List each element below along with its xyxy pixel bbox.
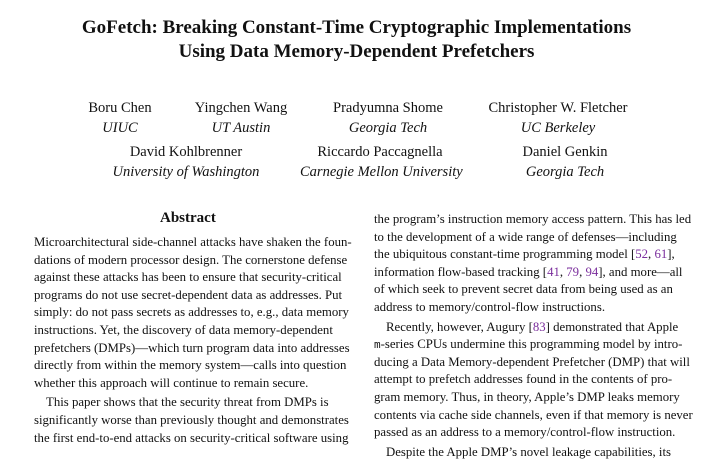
abstract-line: the first end-to-end attacks on security-critical software using: [34, 430, 349, 445]
body-line: ducing a Data Memory-dependent Prefetcher (DMP) that will: [374, 354, 690, 369]
abstract-line: significantly worse than previously thought and demonstrates: [34, 412, 349, 427]
body-line: contents via cache side channels, even if that memory is never: [374, 407, 693, 422]
body-line: to the development of a wide range of defenses—including: [374, 229, 677, 244]
abstract-line: against these attacks has been to ensure that security-critical: [34, 270, 342, 285]
author-affiliation: UT Austin: [211, 120, 271, 136]
body-line: address to memory/control-flow instructions.: [374, 299, 606, 314]
author-name: Yingchen Wang: [194, 100, 288, 116]
body-line: the ubiquitous constant-time programming model [52, 61],: [374, 247, 675, 262]
paper-title-line-1: GoFetch: Breaking Constant-Time Cryptographic Implementations: [81, 17, 632, 38]
citation-link[interactable]: 41: [547, 264, 560, 279]
author-block: [82, 98, 158, 138]
author-block: [326, 98, 450, 138]
body-line: the program’s instruction memory access pattern. This has led: [374, 212, 692, 226]
citation-link[interactable]: 94: [585, 264, 599, 279]
body-line: Recently, however, Augury [83] demonstrated that Apple: [386, 319, 679, 334]
body-line: passed as an address to a memory/control-flow instruction.: [374, 425, 676, 440]
author-affiliation: UC Berkeley: [520, 120, 596, 136]
abstract-body: [34, 234, 352, 447]
author-affiliation: Carnegie Mellon University: [300, 164, 463, 180]
abstract-line: whether this approach will continue to remain secure.: [34, 375, 309, 390]
abstract-line: dations of modern processor design. The cornerstone defense: [34, 252, 348, 267]
author-name: Pradyumna Shome: [333, 100, 443, 116]
author-name: Boru Chen: [88, 100, 152, 116]
author-affiliation: Georgia Tech: [525, 164, 605, 180]
citation-link[interactable]: 61: [654, 247, 668, 262]
abstract-line: directly from within the memory system—calls into question: [34, 358, 347, 373]
author-name: Christopher W. Fletcher: [488, 100, 628, 116]
author-block: [480, 98, 636, 138]
author-name: Riccardo Paccagnella: [317, 144, 443, 160]
author-affiliation: UIUC: [102, 120, 138, 136]
abstract-line: simply: do not pass secrets as addresses to, e.g., data memory: [34, 305, 349, 320]
abstract-line: instructions. Yet, the discovery of data memory-dependent: [34, 322, 333, 337]
author-block: [104, 142, 268, 182]
author-block: [300, 142, 463, 182]
body-line: gram memory. Thus, in theory, Apple’s DMP leaks memory: [374, 389, 680, 404]
body-line: Despite the Apple DMP’s novel leakage capabilities, its: [386, 444, 672, 459]
body-line: information flow-based tracking [41, 79, 94], and more—all: [374, 264, 683, 279]
author-block: [510, 142, 620, 182]
abstract-heading: Abstract: [160, 210, 216, 226]
citation-link[interactable]: 79: [566, 264, 580, 279]
author-name: David Kohlbrenner: [129, 144, 243, 160]
abstract-line: This paper shows that the security threat from DMPs is: [46, 395, 329, 410]
abstract-line: prefetchers (DMPs)—which turn program data into addresses: [34, 340, 350, 355]
citation-link[interactable]: 83: [532, 319, 546, 334]
author-affiliation: University of Washington: [112, 164, 260, 180]
author-block: [188, 98, 294, 138]
abstract-line: Microarchitectural side-channel attacks have shaken the foun-: [34, 235, 352, 249]
abstract-line: programs do not use secret-dependent data as addresses. Put: [34, 287, 343, 302]
citation-link[interactable]: 52: [635, 247, 649, 262]
paper-title-line-2: Using Data Memory-Dependent Prefetchers: [178, 41, 535, 62]
body-line: of which seek to prevent secret data from being used as an: [374, 282, 673, 297]
intro-body: [374, 211, 693, 461]
body-line: attempt to prefetch addresses found in the contents of pro-: [374, 372, 673, 387]
author-affiliation: Georgia Tech: [348, 120, 428, 136]
body-line: m-series CPUs undermine this programming model by intro-: [374, 337, 683, 352]
author-name: Daniel Genkin: [522, 144, 608, 160]
